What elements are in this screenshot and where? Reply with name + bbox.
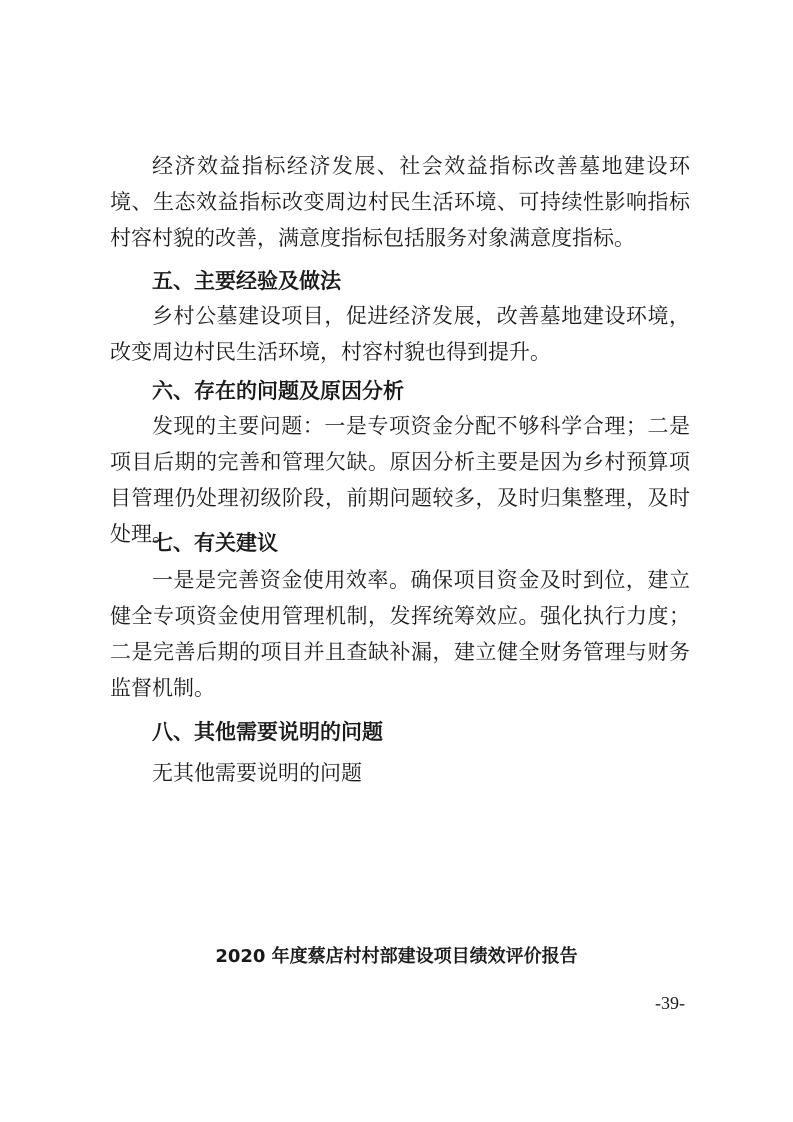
paragraph-other-issues: 无其他需要说明的问题 bbox=[152, 761, 362, 785]
heading-experience: 五、主要经验及做法 bbox=[152, 269, 341, 293]
paragraph-indicators: 经济效益指标经济发展、社会效益指标改善墓地建设环境、生态效益指标改变周边村民生活环境、可持续性影响指标村容村貌的改善，满意度指标包括服务对象满意度指标。 bbox=[110, 154, 690, 250]
paragraph-experience: 乡村公墓建设项目，促进经济发展，改善墓地建设环境，改变周边村民生活环境，村容村貌也得到提升。 bbox=[110, 304, 690, 364]
heading-other-issues: 八、其他需要说明的问题 bbox=[152, 720, 383, 744]
paragraph-problems: 发现的主要问题：一是专项资金分配不够科学合理；二是项目后期的完善和管理欠缺。原因分析主要是因为乡村预算项目管理仍处理初级阶段，前期问题较多，及时归集整理，及时处理。 bbox=[110, 414, 690, 546]
heading-problems: 六、存在的问题及原因分析 bbox=[152, 379, 404, 403]
report-title: 2020 年度蔡店村村部建设项目绩效评价报告 bbox=[215, 946, 578, 967]
heading-suggestions: 七、有关建议 bbox=[152, 531, 278, 555]
paragraph-suggestions: 一是是完善资金使用效率。确保项目资金及时到位，建立健全专项资金使用管理机制，发挥统筹效应。强化执行力度；二是完善后期的项目并且查缺补漏，建立健全财务管理与财务监督机制。 bbox=[110, 568, 690, 700]
page-number: -39- bbox=[655, 993, 685, 1013]
